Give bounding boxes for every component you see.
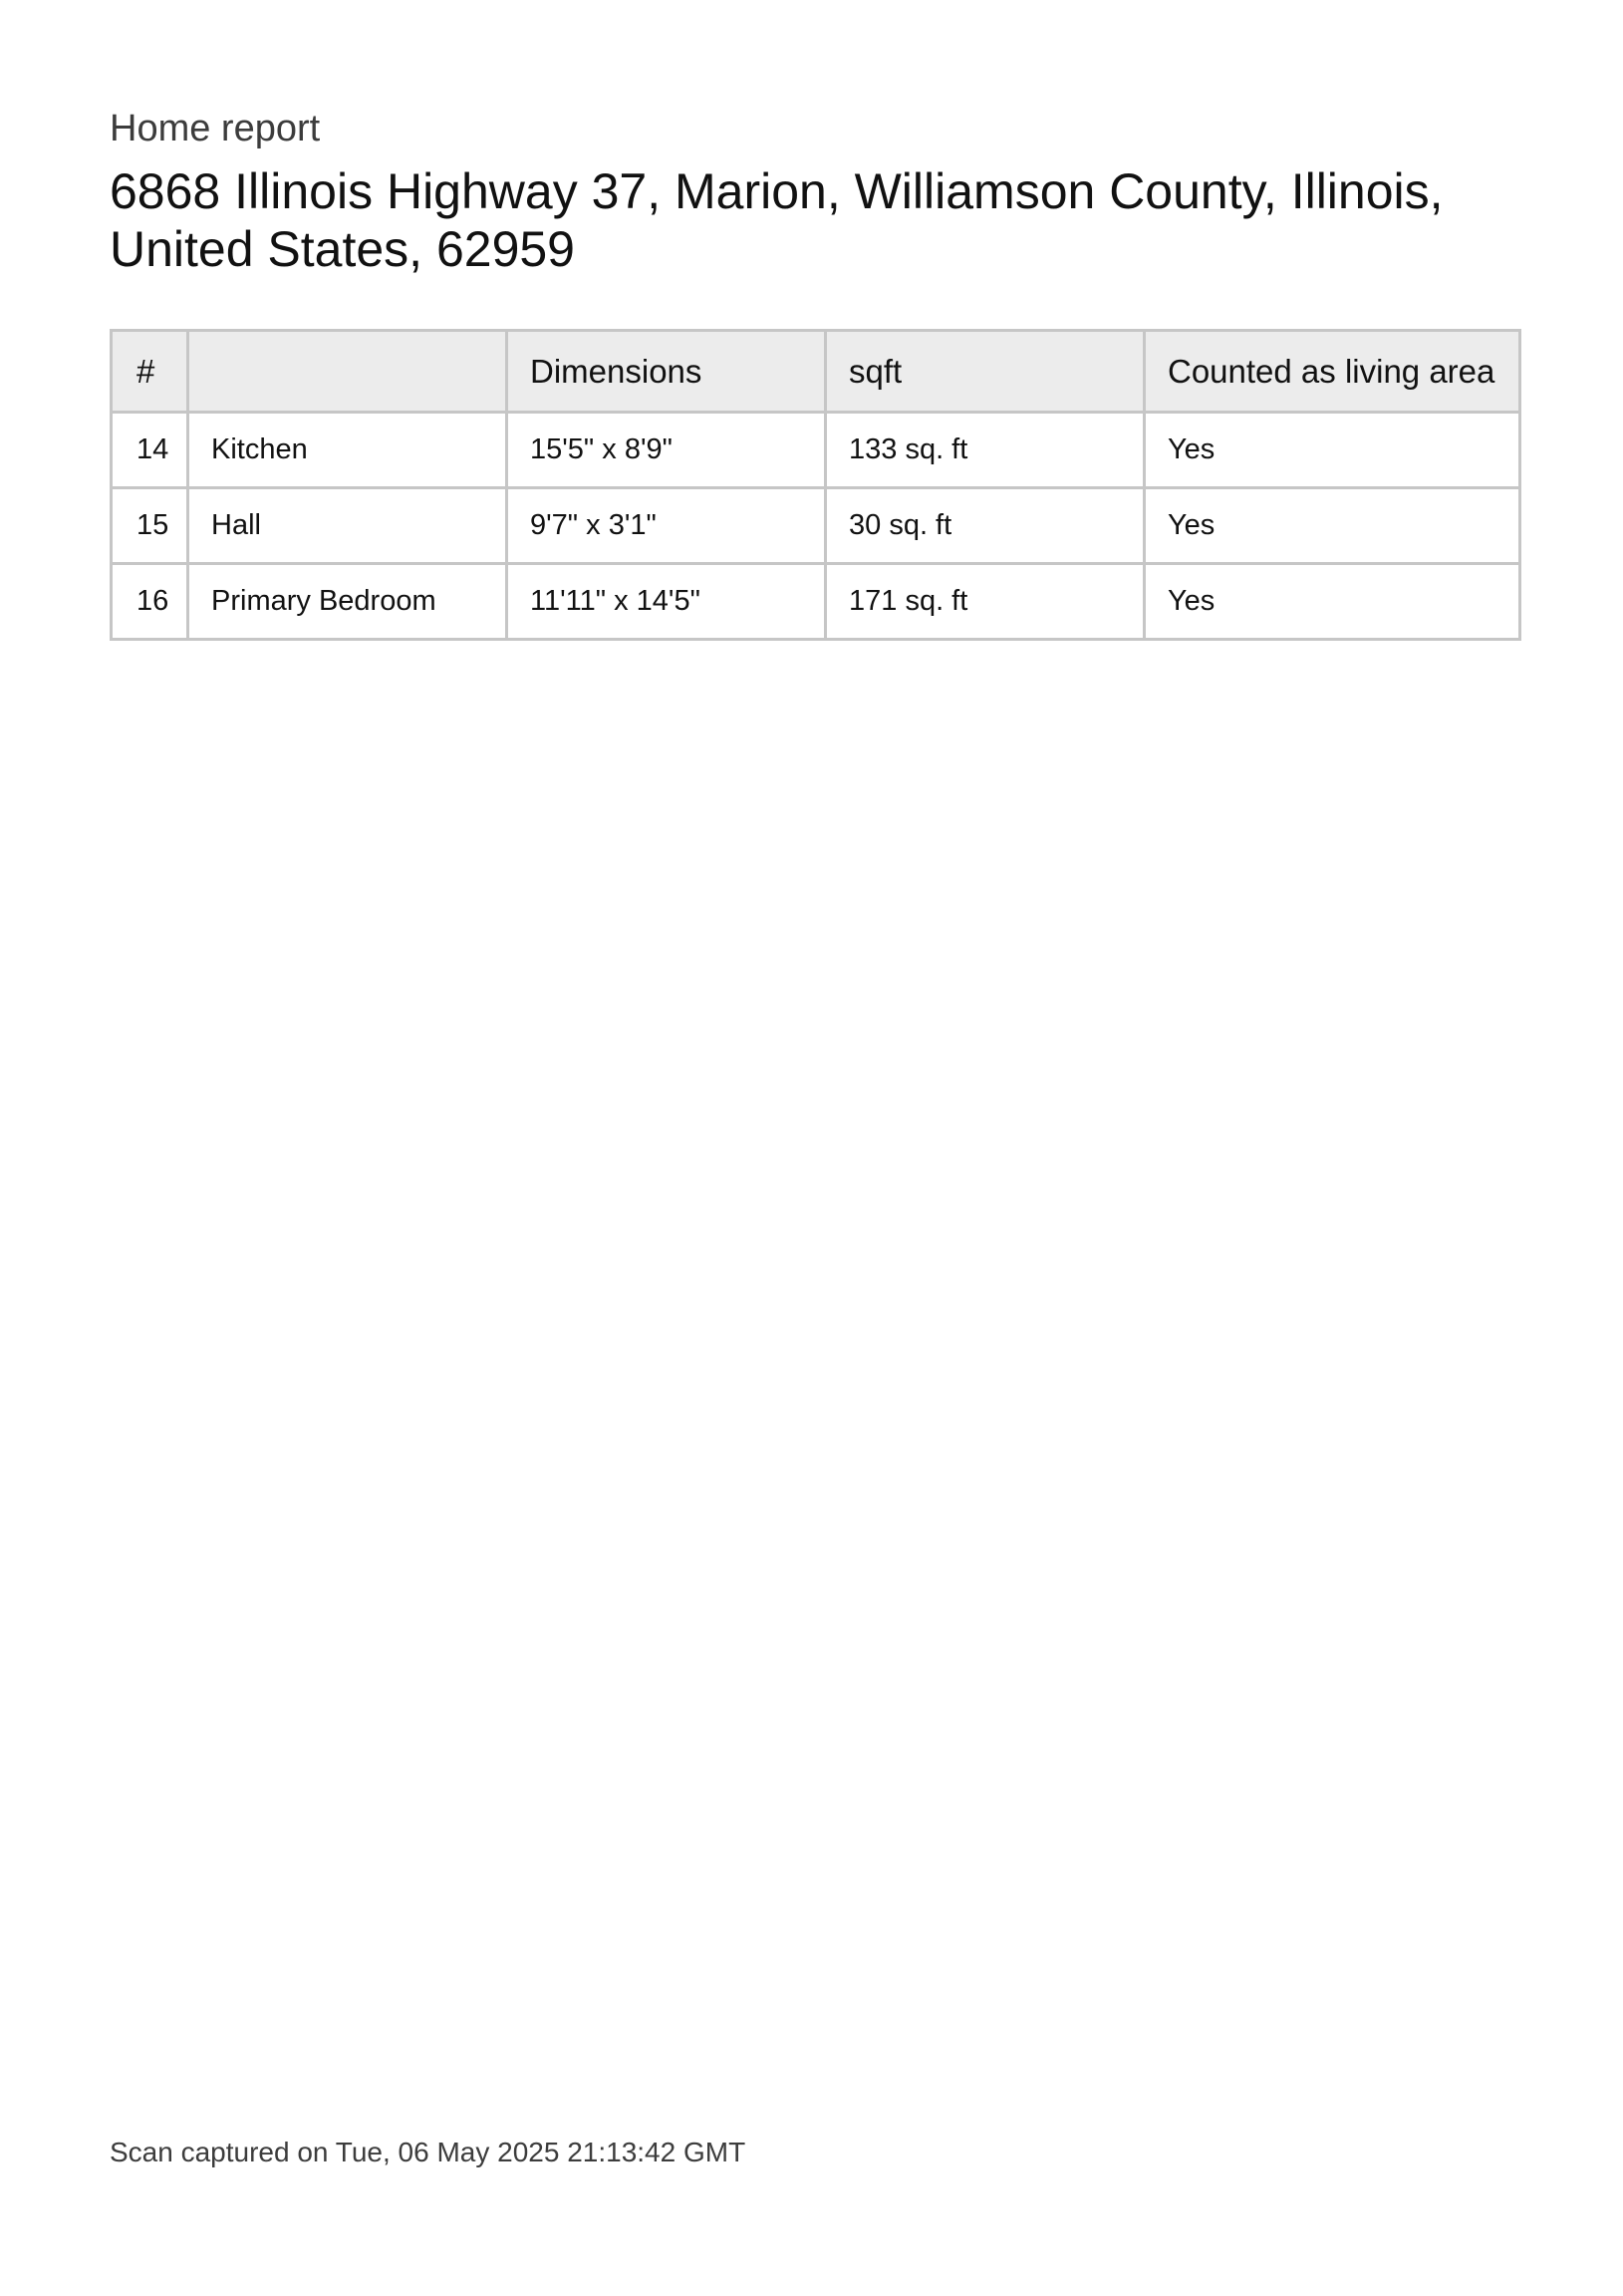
header-living-area: Counted as living area	[1145, 331, 1520, 413]
room-living-area: Yes	[1145, 413, 1520, 488]
scan-timestamp: Scan captured on Tue, 06 May 2025 21:13:42 GMT	[110, 2137, 746, 2167]
room-dimensions: 9'7" x 3'1"	[507, 488, 826, 564]
table-row	[112, 564, 1520, 640]
room-number: 14	[112, 413, 188, 488]
table-header-row	[112, 331, 1520, 413]
header-dimensions: Dimensions	[507, 331, 826, 413]
header-sqft: sqft	[826, 331, 1145, 413]
room-dimensions: 11'11" x 14'5"	[507, 564, 826, 640]
room-sqft: 30 sq. ft	[826, 488, 1145, 564]
room-dimensions: 15'5" x 8'9"	[507, 413, 826, 488]
room-living-area: Yes	[1145, 564, 1520, 640]
header-number: #	[112, 331, 188, 413]
table-row	[112, 488, 1520, 564]
room-name: Kitchen	[188, 413, 507, 488]
report-subtitle: Home report	[110, 108, 321, 149]
rooms-table	[110, 329, 1521, 641]
room-living-area: Yes	[1145, 488, 1520, 564]
room-sqft: 171 sq. ft	[826, 564, 1145, 640]
table-row	[112, 413, 1520, 488]
page-title: 6868 Illinois Highway 37, Marion, Williamson County, Illinois, United States, 62959	[110, 163, 1444, 277]
room-sqft: 133 sq. ft	[826, 413, 1145, 488]
room-name: Hall	[188, 488, 507, 564]
room-name: Primary Bedroom	[188, 564, 507, 640]
room-number: 15	[112, 488, 188, 564]
room-number: 16	[112, 564, 188, 640]
header-room	[188, 331, 507, 413]
